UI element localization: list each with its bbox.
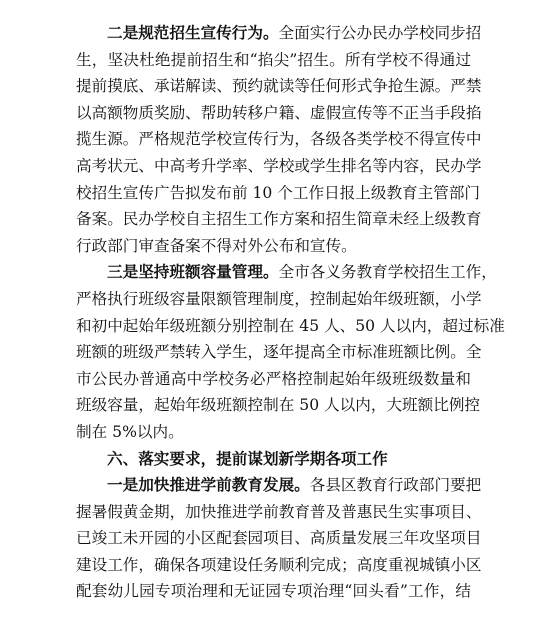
- paragraph-line: [76, 126, 482, 153]
- line-text: 备案。民办学校自主招生工作方案和招生简章未经上级教育: [76, 210, 482, 229]
- document-page: [76, 20, 505, 605]
- line-text: 校招生宣传广告拟发布前 10 个工作日报上级教育主管部门: [76, 183, 481, 202]
- paragraph-line: [76, 525, 482, 552]
- line-text: 市公民办普通高中学校务必严格控制起始年级班级数量和: [76, 369, 471, 388]
- paragraph-line: [76, 20, 482, 47]
- section-lead: 二是规范招生宣传行为。: [107, 24, 279, 42]
- paragraph-line: [76, 47, 471, 74]
- line-text: 提前摸底、承诺解读、预约就读等任何形式争抢生源。严禁: [76, 77, 482, 96]
- paragraph-line: [76, 259, 497, 286]
- line-text: 班额的班级严禁转入学生，逐年提高全市标准班额比例。全: [76, 343, 482, 362]
- paragraph-line: [76, 313, 505, 340]
- paragraph-line: [76, 206, 482, 233]
- line-text: 以高额物质奖励、帮助转移户籍、虚假宣传等不正当手段掐: [76, 103, 482, 122]
- paragraph-line: [76, 73, 482, 100]
- line-text: 高考状元、中高考升学率、学校或学生排名等内容，民办学: [76, 156, 482, 175]
- line-text: 生，坚决杜绝提前招生和“掐尖”招生。所有学校不得通过: [76, 50, 471, 69]
- line-text: 各县区教育行政部门要把: [309, 476, 482, 495]
- paragraph-line: [76, 233, 471, 260]
- paragraph-line: [76, 366, 471, 393]
- paragraph-line: [76, 552, 482, 579]
- line-text: 全面实行公办民办学校同步招: [278, 24, 482, 42]
- paragraph-line: [76, 392, 481, 419]
- line-text: 建设工作，确保各项建设任务顺利完成；高度重视城镇小区: [76, 555, 482, 574]
- line-text: 班级容量，起始年级班额控制在 50 人以内，大班额比例控: [76, 396, 481, 415]
- paragraph-line: [76, 153, 482, 180]
- paragraph-line: [76, 419, 471, 446]
- paragraph-line: [76, 499, 482, 526]
- paragraph-line: [76, 180, 481, 207]
- line-text: 行政部门审查备案不得对外公布和宣传。: [76, 236, 357, 255]
- section-lead: 一是加快推进学前教育发展。: [107, 476, 310, 495]
- line-text: 严格执行班级容量限额管理制度，控制起始年级班额，小学: [76, 289, 482, 308]
- line-text: 揽生源。严格规范学校宣传行为，各级各类学校不得宣传中: [76, 130, 482, 149]
- section-heading: [76, 446, 471, 473]
- paragraph-line: [76, 578, 471, 605]
- paragraph-line: [76, 286, 482, 313]
- line-text: 配套幼儿园专项治理和无证园专项治理“回头看”工作，结: [76, 582, 471, 601]
- line-text: 全市各义务教育学校招生工作，: [278, 263, 497, 282]
- section-heading-text: 六、落实要求，提前谋划新学期各项工作: [107, 449, 388, 468]
- paragraph-line: [76, 472, 482, 499]
- line-text: 握暑假黄金期，加快推进学前教育普及普惠民生实事项目、: [76, 502, 482, 521]
- line-text: 已竣工未开园的小区配套园项目、高质量发展三年攻坚项目: [76, 529, 482, 548]
- paragraph-line: [76, 339, 482, 366]
- paragraph-line: [76, 100, 482, 127]
- section-lead: 三是坚持班额容量管理。: [107, 263, 279, 282]
- line-text: 和初中起始年级班额分别控制在 45 人、50 人以内，超过标准: [76, 316, 505, 335]
- line-text: 制在 5%以内。: [76, 422, 184, 441]
